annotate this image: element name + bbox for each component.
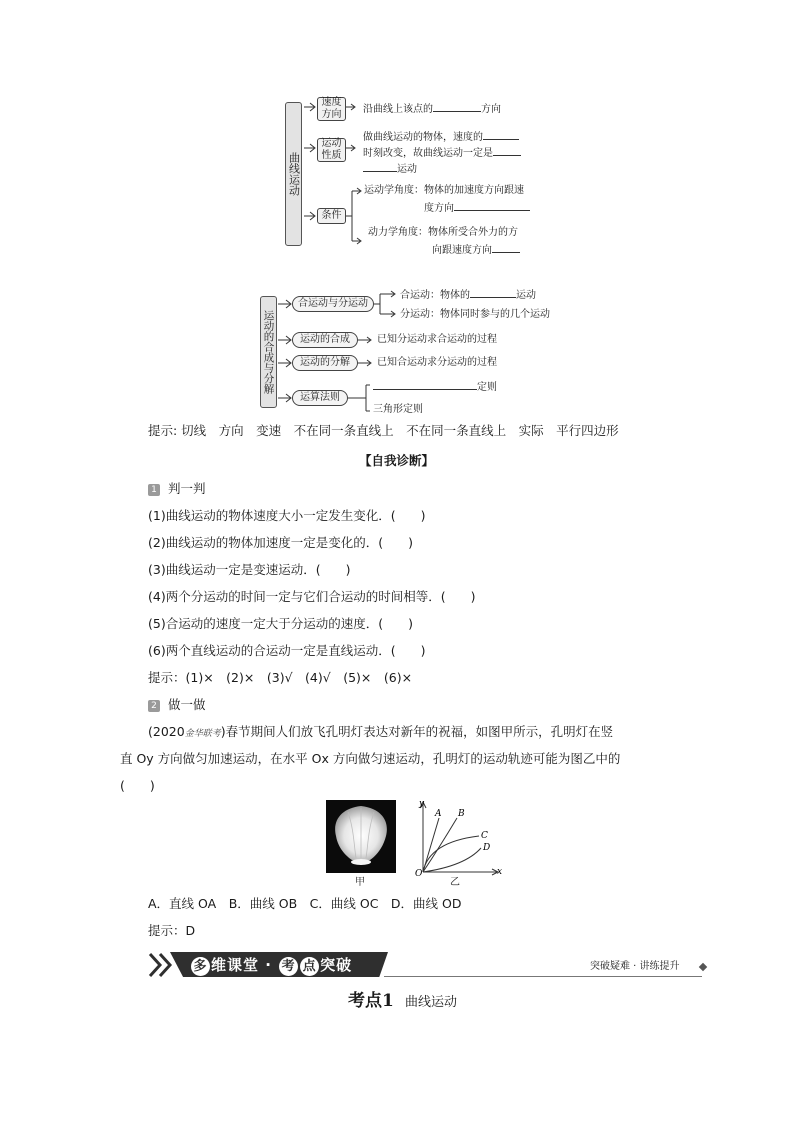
diagram1-text-dynamic-1: 动力学角度：物体所受合外力的方 [368, 227, 518, 238]
banner-title: 多 维课堂 · 考 点 突破 [190, 954, 352, 976]
kaodian-title: 曲线运动 [404, 995, 457, 1010]
hint-answers-2: 提示：(1)× (2)× (3)√ (4)√ (5)× (6)× [148, 670, 413, 685]
section-badge-2: 2 [148, 700, 160, 712]
answer-options: A．直线 OA B．曲线 OB C．曲线 OC D．曲线 OD [148, 896, 462, 911]
kaodian-heading [348, 986, 457, 1011]
diagram2-text-decomposition: 已知合运动求分运动的过程 [377, 357, 497, 368]
question-source-stamp: 金华联考 [184, 729, 221, 739]
diagram2-pill-operation-rule: 运算法则 [292, 390, 348, 406]
y-label: y [419, 799, 425, 809]
diagram2-text-component: 分运动：物体同时参与的几个运动 [400, 309, 550, 320]
question-line-3: ( ) [120, 778, 155, 793]
diagram2-pill-composite-component: 合运动与分运动 [292, 296, 374, 312]
diagram1-text-dynamic-2: 向跟速度方向 [432, 242, 520, 258]
judge-item-2: (2)曲线运动的物体加速度一定是变化的．( ) [148, 535, 413, 550]
diagram1-box-motion-nature: 运动 性质 [317, 138, 346, 162]
hint-answers-1: 提示: 切线 方向 变速 不在同一条直线上 不在同一条直线上 实际 平行四边形 [148, 423, 619, 438]
banner-right-text: 突破疑难 · 讲练提升 [590, 961, 680, 972]
banner-diamond-icon [699, 963, 707, 971]
question-line-2: 直 Oy 方向做匀加速运动，在水平 Ox 方向做匀速运动，孔明灯的运动轨迹可能为图乙中的 [120, 751, 621, 766]
label-A: A [435, 809, 442, 819]
diagram1-box-velocity-direction: 速度 方向 [317, 97, 346, 121]
diagram2-text-rule-a: 定则 [373, 379, 497, 395]
curve-OB [423, 818, 457, 872]
y-axis [420, 802, 426, 872]
diagram1-text-motion-nature-1: 做曲线运动的物体，速度的 [363, 129, 519, 145]
section-judge-title: 判一判 [168, 481, 206, 496]
judge-item-4: (4)两个分运动的时间一定与它们合运动的时间相等．( ) [148, 589, 476, 604]
judge-item-1: (1)曲线运动的物体速度大小一定发生变化．( ) [148, 508, 426, 523]
section-try [148, 697, 206, 713]
figure-jia-label: 甲 [355, 877, 365, 888]
label-C: C [481, 831, 488, 841]
curve-OC [423, 836, 479, 872]
origin-label: O [415, 869, 423, 878]
section-banner [148, 952, 708, 978]
diagram1-main-label: 曲线运动 [287, 152, 301, 196]
diagram1-text-kinematic-2: 度方向 [424, 200, 530, 216]
banner-underline [384, 976, 702, 977]
diagram2-text-composite: 合运动：物体的 运动 [400, 287, 536, 303]
diagram1-box-condition: 条件 [317, 208, 346, 224]
trajectory-graph [405, 798, 505, 878]
question-line-1: (2020金华联考)春节期间人们放飞孔明灯表达对新年的祝福，如图甲所示，孔明灯在竖 [148, 724, 614, 739]
hint-answer-3: 提示：D [148, 923, 196, 938]
lantern-photo [326, 800, 396, 873]
diagram2-pill-decomposition: 运动的分解 [292, 355, 358, 371]
diagram2-text-composition: 已知分运动求合运动的过程 [377, 334, 497, 345]
diagram2-pill-composition: 运动的合成 [292, 332, 358, 348]
label-D: D [483, 843, 491, 853]
diagram1-text-motion-nature-3: 运动 [363, 161, 417, 177]
section-badge-1: 1 [148, 484, 160, 496]
x-label: x [497, 867, 503, 877]
diagram2-main-bar [260, 296, 277, 408]
diagram1-text-motion-nature-2: 时刻改变，故曲线运动一定是 [363, 145, 521, 161]
judge-item-5: (5)合运动的速度一定大于分运动的速度．( ) [148, 616, 413, 631]
diagram1-text-velocity-direction: 沿曲线上该点的 方向 [363, 101, 501, 117]
diagram2-main-label: 运动的合成与分解 [262, 310, 275, 394]
judge-item-3: (3)曲线运动一定是变速运动．( ) [148, 562, 351, 577]
figure-yi-label: 乙 [450, 877, 460, 888]
diagram1-text-kinematic-1: 运动学角度：物体的加速度方向跟速 [364, 185, 524, 196]
kaodian-label: 考点1 [348, 991, 394, 1011]
section-try-title: 做一做 [168, 697, 206, 712]
judge-item-6: (6)两个直线运动的合运动一定是直线运动．( ) [148, 643, 426, 658]
diagram2-text-rule-b: 三角形定则 [373, 404, 423, 415]
label-B: B [458, 809, 465, 819]
curve-OD [423, 848, 481, 872]
section-judge [148, 481, 206, 497]
self-diagnosis-heading: 【自我诊断】 [359, 453, 435, 468]
lantern-icon [326, 800, 396, 873]
